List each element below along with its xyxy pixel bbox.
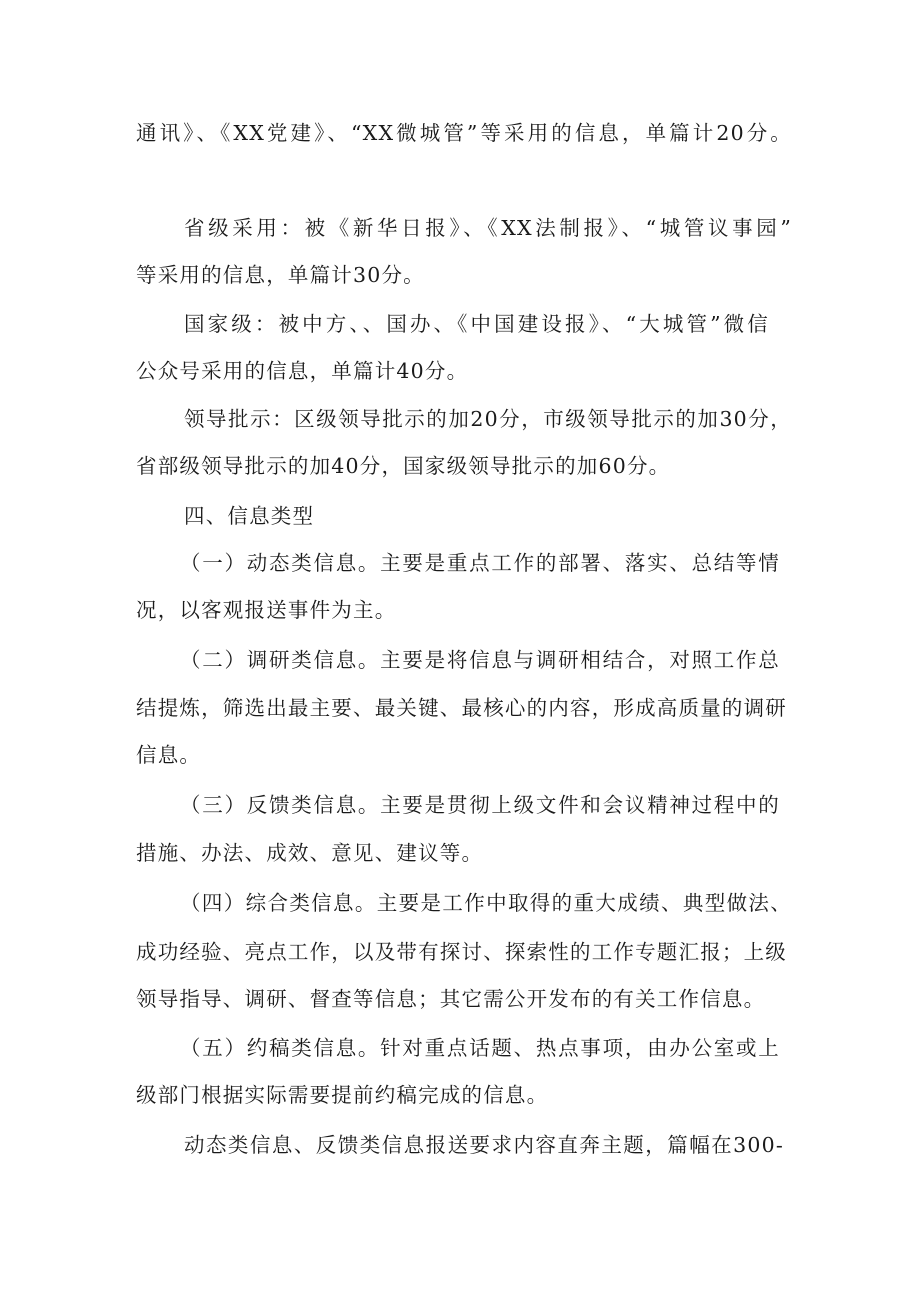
paragraph-leader-instructions-line-2: 省部级领导批示的加40分，国家级领导批示的加60分。 — [136, 454, 671, 478]
section-heading-information-types: 四、信息类型 — [184, 504, 315, 528]
paragraph-national-level-line-1: 国家级：被中方、、国办、《中国建设报》、“大城管”微信 — [184, 312, 769, 336]
paragraph-type-2-line-2: 结提炼，筛选出最主要、最关键、最核心的内容，形成高质量的调研 — [136, 696, 787, 720]
paragraph-type-1-line-2: 况，以客观报送事件为主。 — [136, 598, 397, 622]
paragraph-type-1-line-1: （一）动态类信息。主要是重点工作的部署、落实、总结等情 — [180, 551, 780, 575]
paragraph-leader-instructions-line-1: 领导批示：区级领导批示的加20分，市级领导批示的加30分， — [184, 407, 792, 431]
paragraph-type-5-line-1: （五）约稿类信息。针对重点话题、热点事项，由办公室或上 — [180, 1036, 780, 1060]
paragraph-type-5-line-2: 级部门根据实际需要提前约稿完成的信息。 — [136, 1083, 549, 1107]
paragraph-provincial-level-line-1: 省级采用：被《新华日报》、《XX法制报》、“城管议事园” — [184, 216, 792, 240]
paragraph-type-3-line-1: （三）反馈类信息。主要是贯彻上级文件和会议精神过程中的 — [180, 793, 780, 817]
paragraph-type-3-line-2: 措施、办法、成效、意见、建议等。 — [136, 841, 484, 865]
paragraph-type-2-line-3: 信息。 — [136, 743, 202, 767]
paragraph-city-level-line-1: 通讯》、《XX党建》、“XX微城管”等采用的信息，单篇计20分。 — [136, 121, 792, 145]
paragraph-type-4-line-3: 领导指导、调研、督查等信息；其它需公开发布的有关工作信息。 — [136, 987, 766, 1011]
paragraph-national-level-line-2: 公众号采用的信息，单篇计40分。 — [136, 359, 469, 383]
paragraph-type-4-line-2: 成功经验、亮点工作，以及带有探讨、探索性的工作专题汇报；上级 — [136, 940, 787, 964]
paragraph-length-requirement-line-1: 动态类信息、反馈类信息报送要求内容直奔主题，篇幅在300- — [184, 1133, 784, 1157]
paragraph-provincial-level-line-2: 等采用的信息，单篇计30分。 — [136, 263, 425, 287]
paragraph-type-4-line-1: （四）综合类信息。主要是工作中取得的重大成绩、典型做法、 — [180, 891, 792, 915]
paragraph-type-2-line-1: （二）调研类信息。主要是将信息与调研相结合，对照工作总 — [180, 648, 780, 672]
